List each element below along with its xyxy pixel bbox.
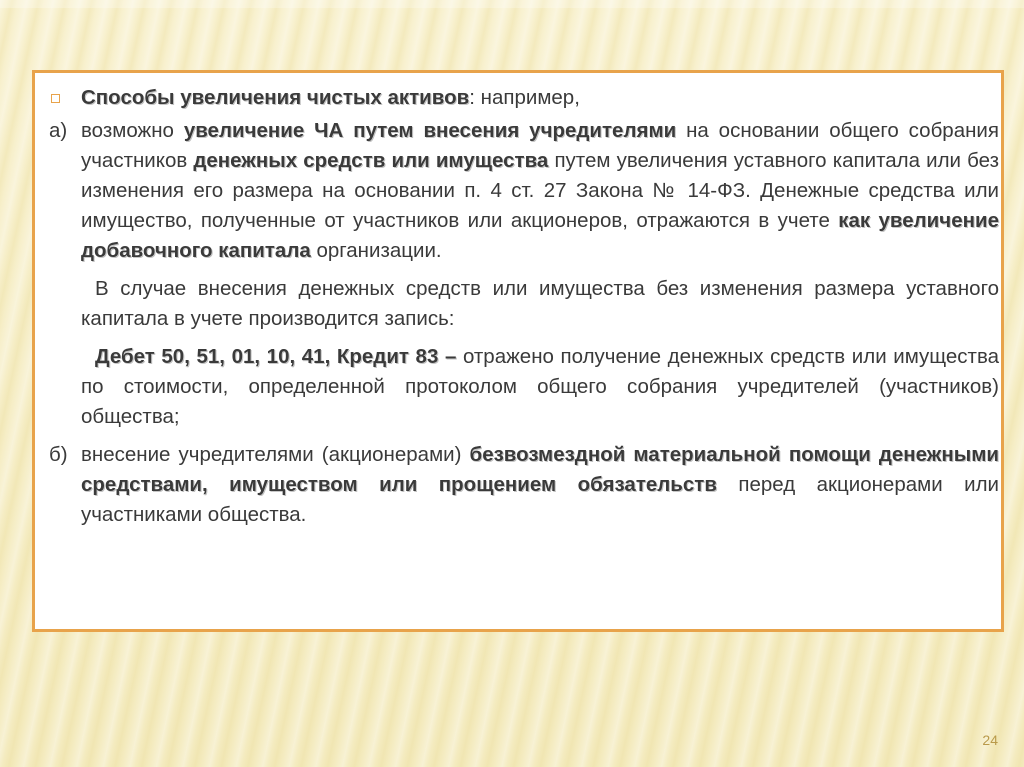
paragraph-a <box>49 116 999 266</box>
heading-paragraph <box>49 83 999 113</box>
paragraph-b-marker: б) <box>49 443 68 466</box>
heading-bold: Способы увеличения чистых активов <box>81 86 470 109</box>
paragraph-b-bold-1: безвозмездной материальной помощи денежными средствами, имуществом или прощением обязательств <box>81 443 999 496</box>
paragraph-entry <box>49 342 999 432</box>
heading-rest: : например, <box>469 86 580 109</box>
entry-debit-credit: Дебет 50, 51, 01, 10, 41, Кредит 83 – <box>95 345 457 368</box>
background-decoration <box>0 0 1024 8</box>
slide-text <box>49 83 999 530</box>
paragraph-a-text-1: возможно <box>81 119 184 142</box>
entry-intro-text: В случае внесения денежных средств или имущества без изменения размера уставного капитала в учете производится запись: <box>81 277 999 330</box>
paragraph-a-marker: а) <box>49 119 68 142</box>
slide-number: 24 <box>982 732 998 748</box>
paragraph-a-text-2: на основании общего собрания участников <box>81 119 999 172</box>
paragraph-b <box>49 440 999 530</box>
paragraph-a-text-4: организации. <box>310 239 442 262</box>
entry-description: отражено получение денежных средств или имущества по стоимости, определенной протоколом общего собрания учредителей (участников) общества; <box>81 345 1000 428</box>
paragraph-entry-intro <box>49 274 999 334</box>
paragraph-b-text-2: перед акционерами или участниками общества. <box>81 473 999 526</box>
content-frame <box>32 70 1004 632</box>
paragraph-a-text-3: путем увеличения уставного капитала или без изменения его размера на основании п. 4 ст. 27 Закона № 14-ФЗ. Денежные средства или имущество, полученные от участников или акционеров, отражаются в учете <box>81 149 999 232</box>
paragraph-a-bold-2: денежных средств или имущества <box>193 149 549 172</box>
paragraph-a-bold-1: увеличение ЧА путем внесения учредителями <box>183 119 677 142</box>
square-bullet-icon <box>51 94 60 103</box>
paragraph-b-text-1: внесение учредителями (акционерами) <box>81 443 470 466</box>
paragraph-a-bold-3: как увеличение добавочного капитала <box>81 209 999 262</box>
